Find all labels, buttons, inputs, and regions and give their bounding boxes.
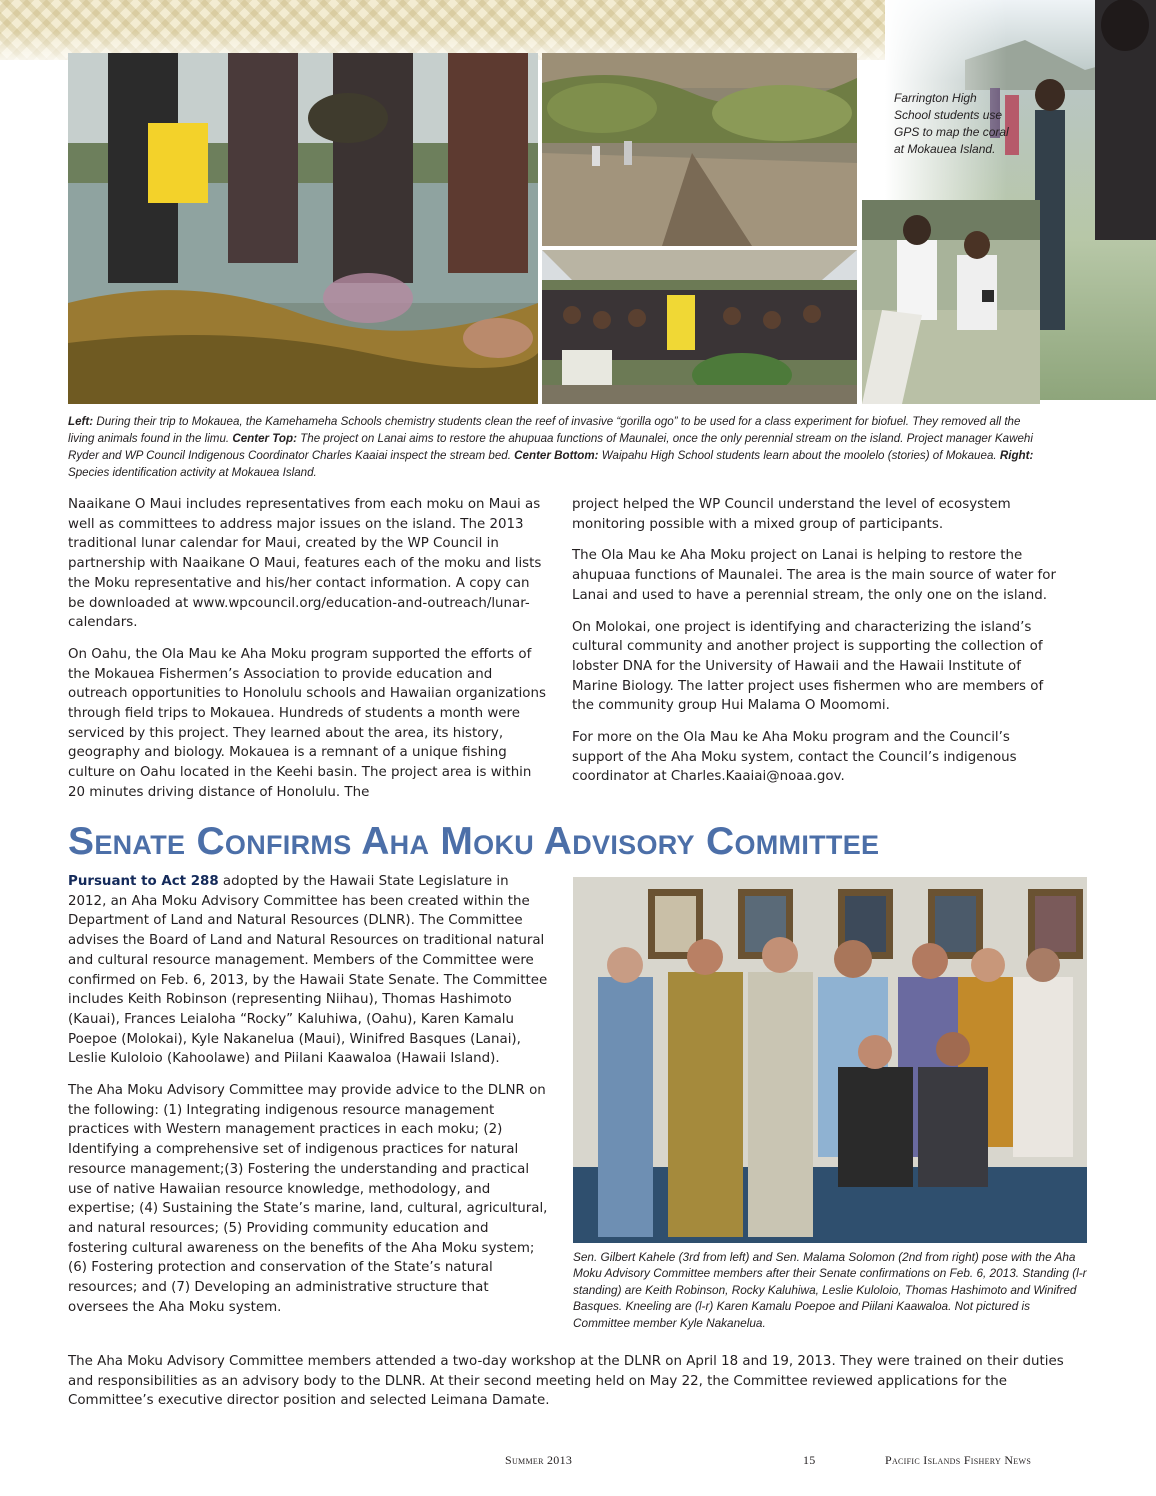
article1-paragraph: For more on the Ola Mau ke Aha Moku program and the Council’s support of the Aha Moku system, contact the Council’s indigenous coordinator at Charles.Kaaiai@noaa.gov. [572, 730, 1017, 785]
caption-label-center-bottom: Center Bottom: [514, 449, 599, 462]
footer-page-number: 15 [803, 1453, 816, 1467]
article1-paragraph: On Molokai, one project is identifying and characterizing the island’s cultural community and another project is supporting the collection of lobster DNA for the University of Hawaii and the Hawaii Institute of Marine Biology. The latter project uses fishermen who are members of the community group Hui Malama O Moomomi. [572, 619, 1044, 714]
article2-paragraph-rest: adopted by the Hawaii State Legislature in 2012, an Aha Moku Advisory Committee has been created within the Department of Land and Natural Resources (DLNR). The Committee advises the Board of Land and Natural Resources on traditional natural and cultural resource management. Members of the Committee were confirmed on Feb. 6, 2013, by the Hawaii State Senate. The Committee includes Keith Robinson (representing Niihau), Thomas Hashimoto (Kauai), Frances Leialoha “Rocky” Kaluhiwa, (Oahu), Karen Kamalu Poepoe (Molokai), Kyle Nakanelua (Maui), Winifred Basques (Lanai), Leslie Kuloloio (Kahoolawe) and Piilani Kaawaloa (Hawaii Island). [68, 874, 548, 1067]
article1-paragraph: On Oahu, the Ola Mau ke Aha Moku program supported the efforts of the Mokauea Fishermen’s Association to provide education and outreach opportunities to Honolulu schools and Hawaiian organizations through field trips to Mokauea. Hundreds of students a month were serviced by this project. They learned about the area, its history, geography and biology. Mokauea is a remnant of a unique fishing culture on Oahu located in the Keehi basin. The project area is within 20 minutes driving distance of Honolulu. The [68, 646, 546, 800]
article2-closing [68, 1352, 1068, 1423]
photo-waipahu-students [542, 250, 857, 404]
footer-publication: Pacific Islands Fishery News [885, 1453, 1032, 1467]
caption-label-right: Right: [999, 449, 1034, 462]
photo-kamehameha-reef-cleanup [68, 53, 538, 404]
caption-committee-photo: Sen. Gilbert Kahele (3rd from left) and Sen. Malama Solomon (2nd from right) pose with the Aha Moku Advisory Committee members after their Senate confirmations on Feb. 6, 2013. Standing (l-r standing) are Keith Robinson, Rocky Kaluhiwa, Leslie Kuloloio, Thomas Hashimoto and Winifred Basques. Kneeling are (l-r) Karen Kamalu Poepoe and Piilani Kaawaloa. Not pictured is Committee member Kyle Nakanelua. [573, 1250, 1087, 1330]
article1-paragraph: project helped the WP Council understand the level of ecosystem monitoring possible with a mixed group of participants. [572, 497, 1011, 532]
photo-caption [68, 413, 1048, 481]
photo-committee-group [573, 877, 1087, 1243]
article2-left-column [68, 872, 550, 1329]
caption-text-center-top: The project on Lanai aims to restore the ahupuaa functions of Maunalei, once the only perennial stream on the island. Project manager Kawehi Ryder and WP Council Indigenous Coordinator Charles Kaaiai inspect the stream bed. [68, 432, 1033, 462]
caption-text-right: Species identification activity at Mokauea Island. [68, 466, 317, 479]
article2-paragraph [68, 872, 550, 1069]
article1-left-column [68, 495, 548, 815]
article1-right-column [572, 495, 1058, 799]
article2-paragraph: The Aha Moku Advisory Committee members attended a two-day workshop at the DLNR on April 18 and 19, 2013. They were trained on their duties and responsibilities as an advisory body to the DLNR. At their second meeting held on May 22, the Committee reviewed applications for the Committee’s executive director position and selected Leimana Damate. [68, 1354, 1064, 1409]
article1-paragraph: The Ola Mau ke Aha Moku project on Lanai is helping to restore the ahupuaa functions of Maunalei. The area is the main source of water for Lanai and used to have a perennial stream, the only one on the island. [572, 548, 1056, 603]
photo-species-identification [862, 200, 1040, 404]
caption-label-center-top: Center Top: [232, 432, 297, 445]
article1-paragraph: Naaikane O Maui includes representatives from each moku on Maui as well as committees to address major issues on the island. The 2013 traditional lunar calendar for Maui, created by the WP Council in partnership with Naaikane O Maui, features each of the moku and lists the Moku representative and his/her contact information. A copy can be downloaded at www.wpcouncil.org/education-and-outreach/lunar-calendars. [68, 497, 542, 631]
footer-issue: Summer 2013 [505, 1453, 573, 1467]
article2-lead: Pursuant to Act 288 [68, 874, 219, 889]
article2-paragraph: The Aha Moku Advisory Committee may provide advice to the DLNR on the following: (1) Integrating indigenous resource management practices with Western management practices in each moku; (2) Identifying a comprehensive set of indigenous practices for natural resource management;(3) Fostering the understanding and practical use of native Hawaiian resource knowledge, methodology, and expertise; (4) Sustaining the State’s marine, land, cultural, agricultural, and natural resources; (5) Providing community education and fostering cultural awareness on the benefits of the Aha Moku system; (6) Fostering protection and conservation of the State’s natural resources; and (7) Developing an administrative structure that oversees the Aha Moku system. [68, 1083, 548, 1315]
photo-maunalei-stream [542, 53, 857, 246]
caption-text-left: During their trip to Mokauea, the Kamehameha Schools chemistry students clean the reef of invasive “gorilla ogo” to be used for a class experiment for biofuel. They removed all the living animals found in the limu. [68, 415, 1021, 445]
article-headline: Senate Confirms Aha Moku Advisory Committee [68, 820, 880, 863]
caption-label-left: Left: [68, 415, 94, 428]
caption-farrington: Farrington High School students use GPS to map the coral at Mokauea Island. [894, 91, 1009, 156]
caption-text-center-bottom: Waipahu High School students learn about the moolelo (stories) of Mokauea. [598, 449, 1000, 462]
